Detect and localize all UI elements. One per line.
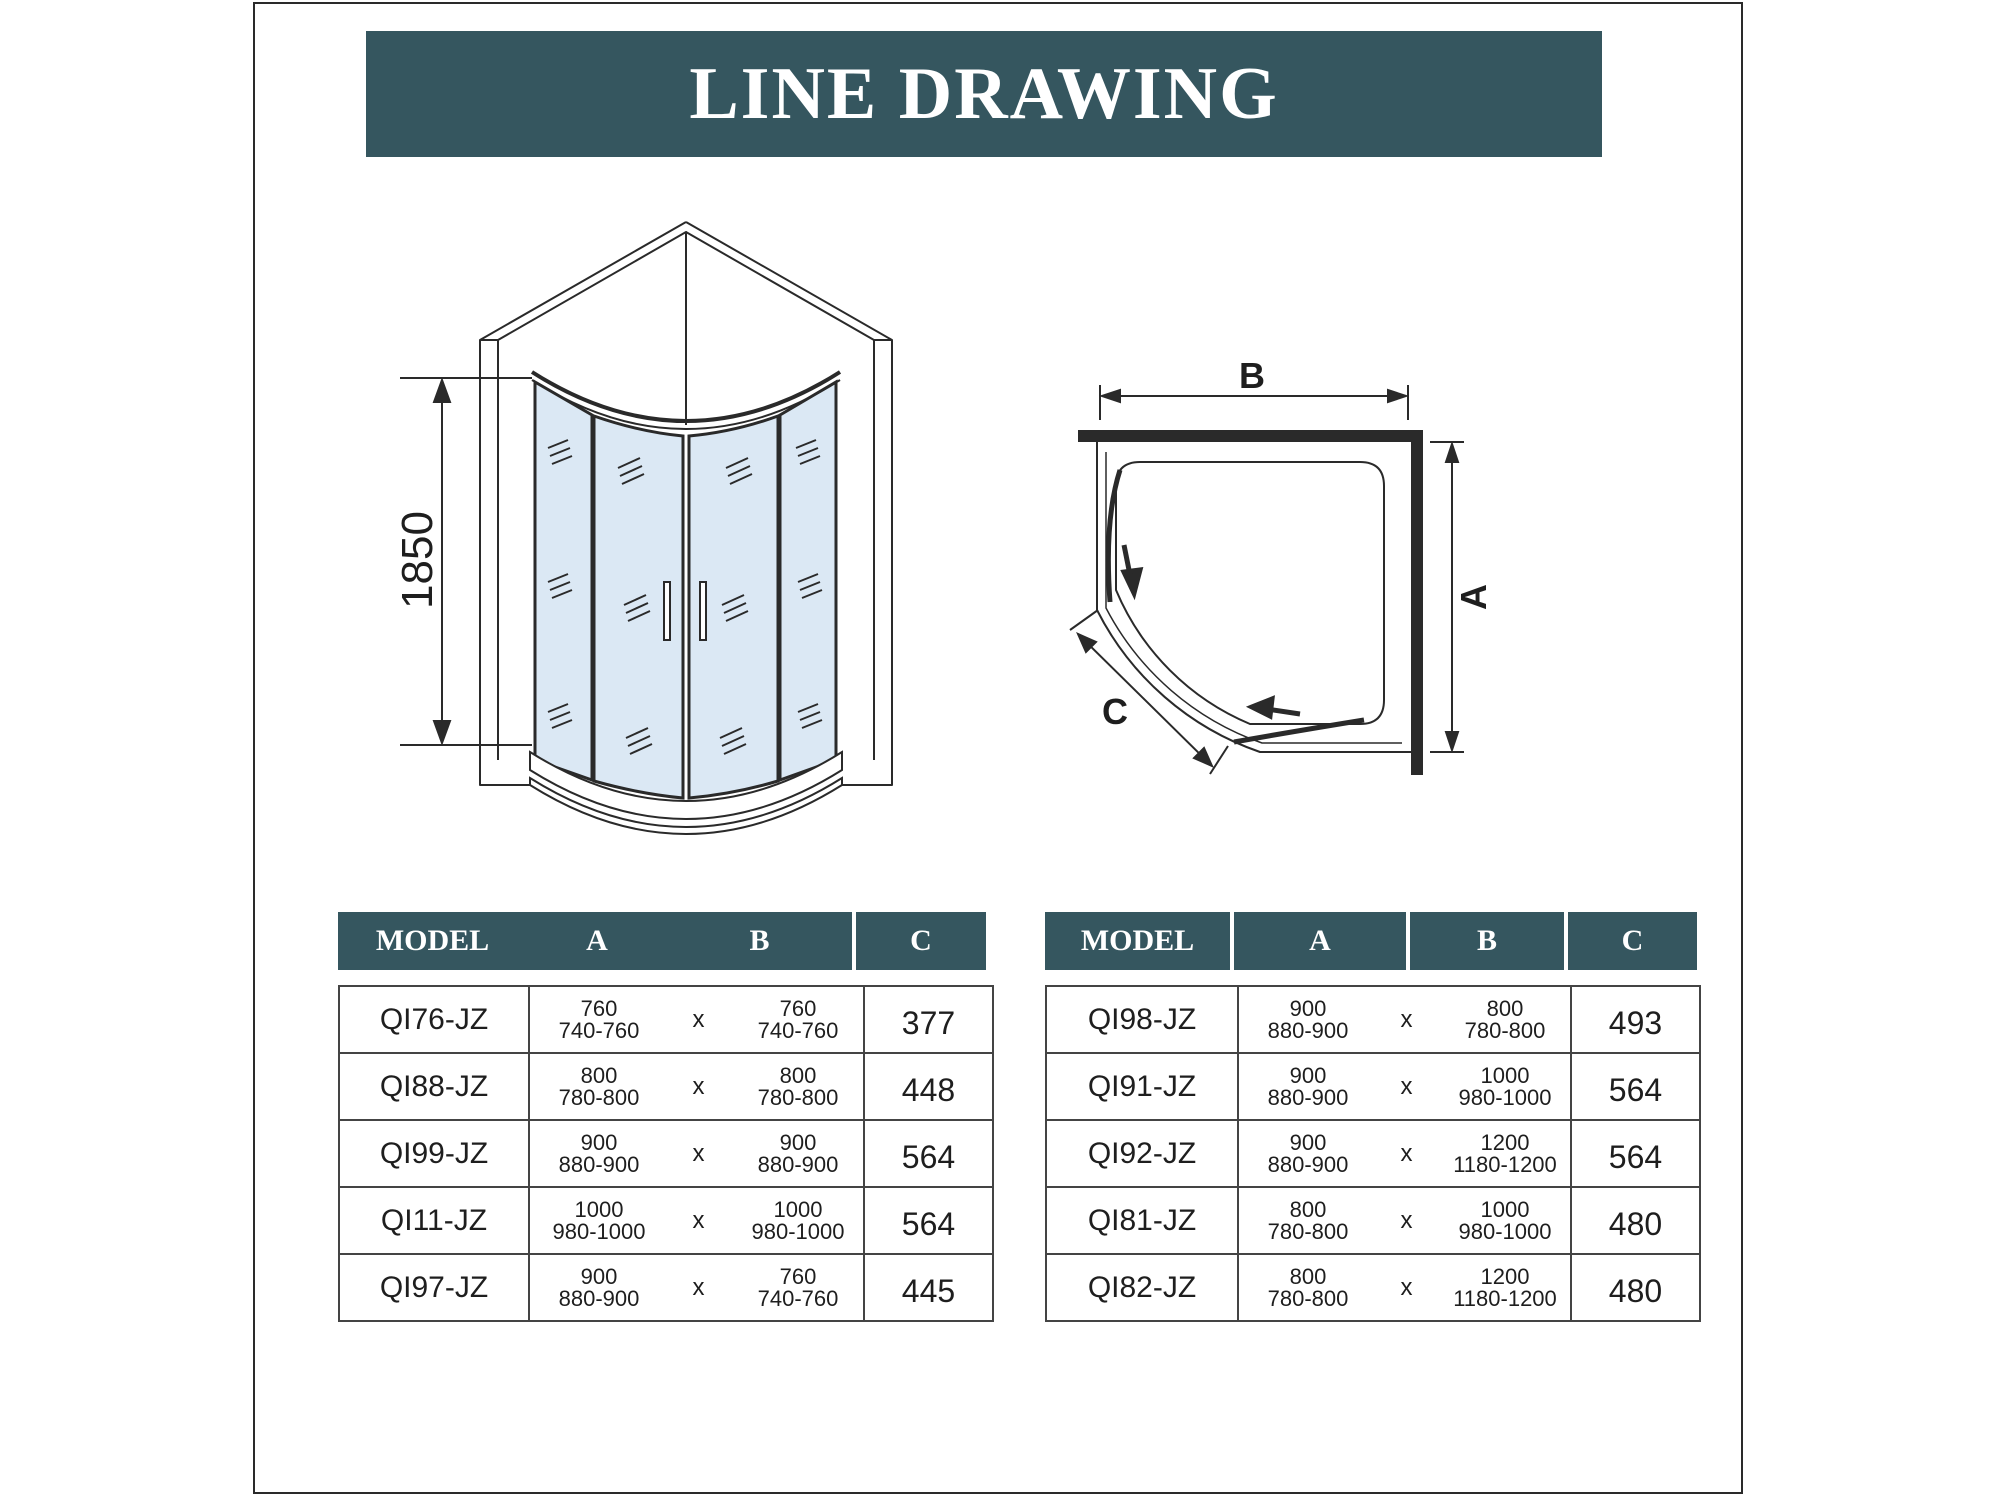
door-handle-right — [700, 582, 706, 640]
header-c: C — [856, 912, 986, 970]
dim-b-range: 980-1000 — [1458, 1084, 1552, 1110]
dim-a-range: 880-900 — [1267, 1084, 1349, 1110]
dim-a-nominal: 900 — [580, 1129, 618, 1155]
dims-cell — [1239, 1121, 1572, 1186]
model-cell: QI97-JZ — [340, 1255, 530, 1320]
model-cell: QI92-JZ — [1047, 1121, 1239, 1186]
dim-a-range: 780-800 — [558, 1084, 640, 1110]
model-cell: QI81-JZ — [1047, 1188, 1239, 1253]
dim-b — [1450, 1129, 1560, 1177]
header-model: MODEL — [1045, 912, 1234, 970]
dim-separator: x — [692, 1273, 705, 1301]
c-cell: 448 — [865, 1054, 994, 1119]
table-header — [338, 912, 986, 970]
dim-b-nominal: 800 — [779, 1062, 817, 1088]
dim-a-nominal: 800 — [1289, 1263, 1327, 1289]
dim-a-range: 880-900 — [1267, 1151, 1349, 1177]
dim-b-range: 740-760 — [757, 1017, 839, 1043]
table-body — [1045, 985, 1701, 1322]
model-cell: QI76-JZ — [340, 987, 530, 1052]
header-a: A — [527, 912, 667, 970]
spec-table-2 — [1045, 912, 1705, 1326]
dim-b-nominal: 800 — [1486, 995, 1524, 1021]
dim-a-range: 880-900 — [1267, 1017, 1349, 1043]
sliding-arrows — [1124, 545, 1300, 716]
c-cell: 480 — [1572, 1188, 1701, 1253]
table-row — [340, 1121, 994, 1188]
dim-a-range: 780-800 — [1267, 1218, 1349, 1244]
dim-a — [544, 1129, 654, 1177]
plan-door-left — [1108, 470, 1120, 602]
dim-b-range: 980-1000 — [1458, 1218, 1552, 1244]
door-handle-left — [664, 582, 670, 640]
dim-a — [1253, 1062, 1363, 1110]
table-row — [340, 1054, 994, 1121]
c-cell: 493 — [1572, 987, 1701, 1052]
dim-a-nominal: 800 — [1289, 1196, 1327, 1222]
dim-a — [1253, 1196, 1363, 1244]
dim-b-range: 740-760 — [757, 1285, 839, 1311]
enclosure-plan-drawing — [1060, 350, 1500, 780]
dim-b-range: 980-1000 — [751, 1218, 845, 1244]
dim-separator: x — [1400, 1273, 1413, 1301]
dim-b — [743, 1263, 853, 1311]
header-c: C — [1568, 912, 1697, 970]
header-a: A — [1234, 912, 1410, 970]
dimension-c — [1070, 610, 1228, 774]
model-cell: QI91-JZ — [1047, 1054, 1239, 1119]
dim-separator: x — [692, 1206, 705, 1234]
table-row — [340, 1255, 994, 1322]
dims-cell — [530, 1188, 865, 1253]
table-header — [1045, 912, 1697, 970]
dim-a-range: 740-760 — [558, 1017, 640, 1043]
dim-a-range: 880-900 — [558, 1285, 640, 1311]
dim-b-nominal: 1200 — [1480, 1129, 1530, 1155]
dim-a — [544, 1263, 654, 1311]
dims-cell — [1239, 1054, 1572, 1119]
dim-b-range: 1180-1200 — [1453, 1151, 1557, 1177]
dim-a-nominal: 800 — [580, 1062, 618, 1088]
dim-b — [743, 1129, 853, 1177]
dim-a-nominal: 900 — [1289, 1062, 1327, 1088]
header-model: MODEL — [338, 912, 527, 970]
enclosure-perspective-drawing — [380, 215, 910, 835]
c-cell: 564 — [865, 1121, 994, 1186]
dim-b-range: 880-900 — [757, 1151, 839, 1177]
dim-b — [1450, 1062, 1560, 1110]
dim-a — [544, 1196, 654, 1244]
height-label: 1850 — [393, 511, 442, 609]
table-row — [1047, 1188, 1701, 1255]
dim-b — [1450, 1263, 1560, 1311]
dim-b — [743, 995, 853, 1043]
dim-b — [1450, 995, 1560, 1043]
dim-a-range: 880-900 — [558, 1151, 640, 1177]
title-banner — [366, 31, 1602, 157]
dim-b-nominal: 1000 — [1480, 1196, 1530, 1222]
dim-b — [743, 1062, 853, 1110]
c-cell: 445 — [865, 1255, 994, 1320]
dim-b-nominal: 1000 — [773, 1196, 823, 1222]
c-cell: 564 — [1572, 1054, 1701, 1119]
dims-cell — [1239, 1188, 1572, 1253]
page-title: LINE DRAWING — [689, 52, 1279, 135]
c-cell: 480 — [1572, 1255, 1701, 1320]
dim-separator: x — [1400, 1072, 1413, 1100]
dims-cell — [1239, 987, 1572, 1052]
dims-cell — [1239, 1255, 1572, 1320]
dims-cell — [530, 1255, 865, 1320]
model-cell: QI99-JZ — [340, 1121, 530, 1186]
dim-b-nominal: 760 — [779, 1263, 817, 1289]
dim-b-nominal: 1000 — [1480, 1062, 1530, 1088]
dim-a-nominal: 900 — [1289, 995, 1327, 1021]
dim-separator: x — [692, 1072, 705, 1100]
dims-cell — [530, 987, 865, 1052]
table-row — [1047, 1121, 1701, 1188]
dim-b-nominal: 760 — [779, 995, 817, 1021]
dim-b-range: 1180-1200 — [1453, 1285, 1557, 1311]
dim-a — [1253, 1263, 1363, 1311]
label-c: C — [1102, 691, 1128, 732]
header-b: B — [1410, 912, 1568, 970]
dim-a-nominal: 760 — [580, 995, 618, 1021]
model-cell: QI11-JZ — [340, 1188, 530, 1253]
c-cell: 564 — [865, 1188, 994, 1253]
glass-panel-4 — [780, 382, 836, 780]
label-b: B — [1239, 355, 1265, 396]
dim-a — [544, 1062, 654, 1110]
dim-separator: x — [1400, 1139, 1413, 1167]
dim-b — [1450, 1196, 1560, 1244]
c-cell: 377 — [865, 987, 994, 1052]
table-row — [1047, 987, 1701, 1054]
label-a: A — [1453, 584, 1494, 610]
c-cell: 564 — [1572, 1121, 1701, 1186]
dim-separator: x — [1400, 1005, 1413, 1033]
dim-b-range: 780-800 — [1464, 1017, 1546, 1043]
table-row — [340, 1188, 994, 1255]
dims-cell — [530, 1121, 865, 1186]
dim-a — [544, 995, 654, 1043]
dim-separator: x — [1400, 1206, 1413, 1234]
dim-a-nominal: 1000 — [574, 1196, 624, 1222]
dim-a-range: 780-800 — [1267, 1285, 1349, 1311]
model-cell: QI82-JZ — [1047, 1255, 1239, 1320]
header-b: B — [667, 912, 856, 970]
table-row — [1047, 1255, 1701, 1322]
dim-a-range: 980-1000 — [552, 1218, 646, 1244]
dim-a — [1253, 995, 1363, 1043]
dim-a-nominal: 900 — [580, 1263, 618, 1289]
dim-separator: x — [692, 1139, 705, 1167]
table-row — [340, 987, 994, 1054]
table-body — [338, 985, 994, 1322]
table-row — [1047, 1054, 1701, 1121]
dim-separator: x — [692, 1005, 705, 1033]
dim-b-nominal: 900 — [779, 1129, 817, 1155]
dim-b — [743, 1196, 853, 1244]
model-cell: QI98-JZ — [1047, 987, 1239, 1052]
dim-b-nominal: 1200 — [1480, 1263, 1530, 1289]
dim-a-nominal: 900 — [1289, 1129, 1327, 1155]
spec-table-1 — [338, 912, 996, 1326]
dim-a — [1253, 1129, 1363, 1177]
model-cell: QI88-JZ — [340, 1054, 530, 1119]
dim-b-range: 780-800 — [757, 1084, 839, 1110]
dims-cell — [530, 1054, 865, 1119]
